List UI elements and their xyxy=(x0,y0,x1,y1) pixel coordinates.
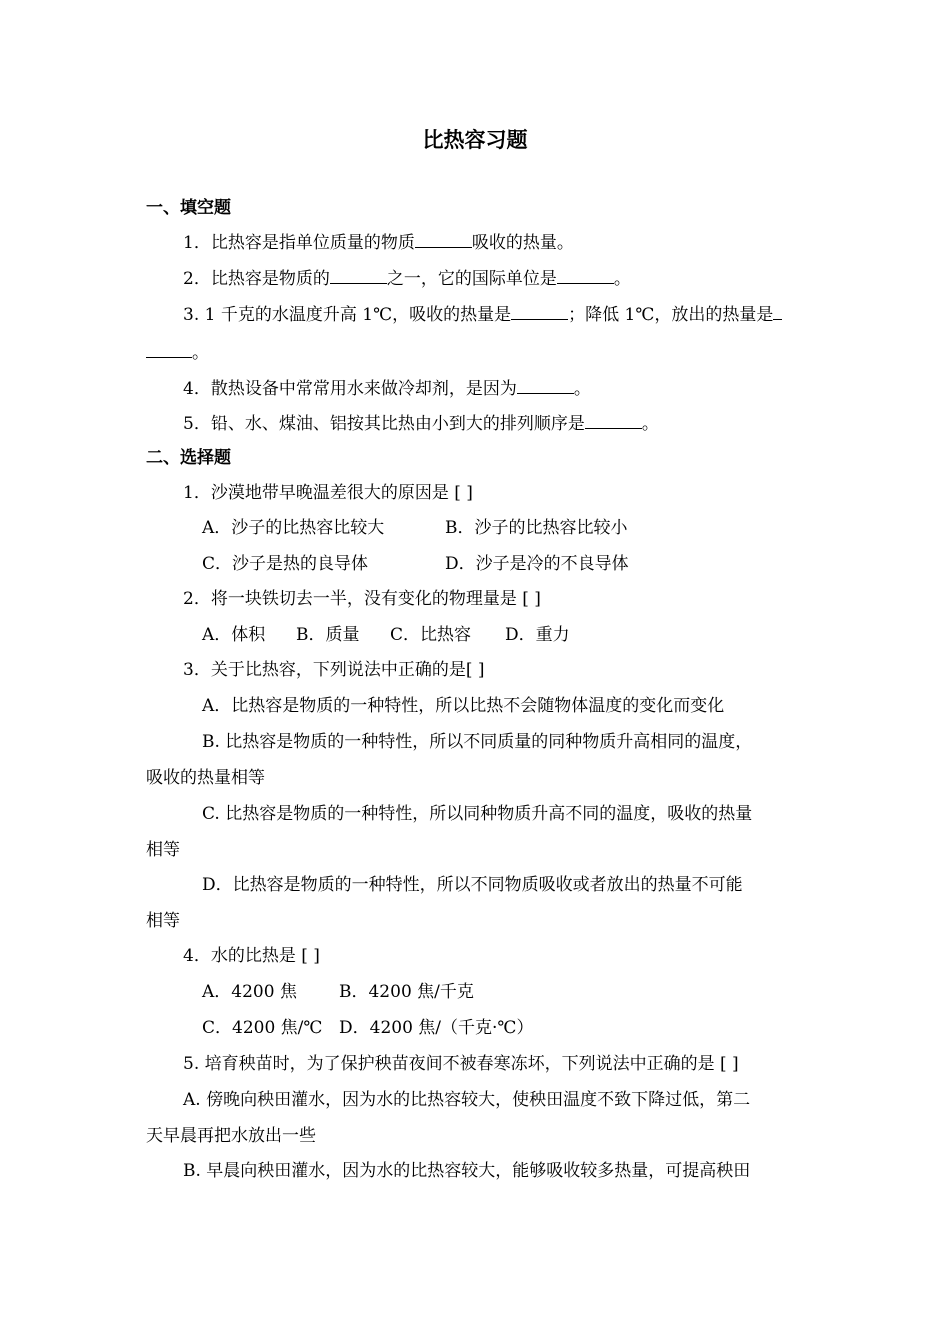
section-heading-fill-blank: 一、填空题 xyxy=(146,198,231,218)
answer-blank xyxy=(773,303,782,320)
question-text: 。 xyxy=(573,379,591,399)
fill-question-4 xyxy=(183,377,591,400)
question-text: 5．铅、水、煤油、铝按其比热由小到大的排列顺序是 xyxy=(183,414,585,434)
question-text: 吸收的热量。 xyxy=(471,233,574,253)
fill-question-5 xyxy=(183,412,659,435)
answer-blank xyxy=(557,267,614,284)
answer-blank xyxy=(330,267,387,284)
question-text: 。 xyxy=(641,414,659,434)
choice-option: B. 早晨向秧田灌水，因为水的比热容较大，能够吸收较多热量，可提高秧田 xyxy=(183,1161,751,1181)
choice-option-cont: 吸收的热量相等 xyxy=(146,768,265,788)
answer-blank xyxy=(585,412,642,429)
question-text: 。 xyxy=(613,269,631,289)
choice-option-cont: 相等 xyxy=(146,911,180,931)
choice-option: D．4200 焦/（千克·℃） xyxy=(339,1018,534,1038)
choice-option: A．体积 xyxy=(202,625,266,645)
fill-question-3-cont xyxy=(146,341,209,364)
choice-option: C．比热容 xyxy=(390,625,472,645)
fill-question-1 xyxy=(183,231,574,254)
choice-option: D．重力 xyxy=(505,625,570,645)
choice-option: A. 傍晚向秧田灌水，因为水的比热容较大，使秧田温度不致下降过低，第二 xyxy=(183,1090,751,1110)
fill-question-3 xyxy=(183,303,782,326)
answer-blank xyxy=(511,303,568,320)
question-text: 之一，它的国际单位是 xyxy=(386,269,557,289)
choice-option: C．4200 焦/℃ xyxy=(202,1018,323,1038)
question-text: 4．散热设备中常常用水来做冷却剂，是因为 xyxy=(183,379,517,399)
question-text: 1．比热容是指单位质量的物质 xyxy=(183,233,415,253)
choice-option: D．沙子是冷的不良导体 xyxy=(445,554,629,574)
fill-question-2 xyxy=(183,267,631,290)
choice-question-5: 5. 培育秧苗时，为了保护秧苗夜间不被春寒冻坏，下列说法中正确的是 [ ] xyxy=(183,1054,739,1074)
question-text: ；降低 1℃，放出的热量是 xyxy=(568,305,774,325)
choice-option: A．比热容是物质的一种特性，所以比热不会随物体温度的变化而变化 xyxy=(202,696,725,716)
answer-blank xyxy=(415,231,472,248)
choice-option: A．4200 焦 xyxy=(202,982,297,1002)
page-title: 比热容习题 xyxy=(422,127,528,152)
choice-option: B．4200 焦/千克 xyxy=(339,982,474,1002)
answer-blank xyxy=(517,377,574,394)
question-text: 。 xyxy=(192,343,209,363)
question-text: 2．比热容是物质的 xyxy=(183,269,330,289)
choice-question-1: 1．沙漠地带早晚温差很大的原因是 [ ] xyxy=(183,483,473,503)
choice-option: B. 比热容是物质的一种特性，所以不同质量的同种物质升高相同的温度， xyxy=(202,732,753,752)
choice-question-3: 3．关于比热容，下列说法中正确的是[ ] xyxy=(183,660,485,680)
choice-option: B．沙子的比热容比较小 xyxy=(445,518,628,538)
answer-blank xyxy=(146,341,192,358)
choice-option: C. 比热容是物质的一种特性，所以同种物质升高不同的温度，吸收的热量 xyxy=(202,804,753,824)
choice-option: C．沙子是热的良导体 xyxy=(202,554,369,574)
question-text: 3. 1 千克的水温度升高 1℃，吸收的热量是 xyxy=(183,305,512,325)
section-heading-choice: 二、选择题 xyxy=(146,448,231,468)
choice-option: D．比热容是物质的一种特性，所以不同物质吸收或者放出的热量不可能 xyxy=(202,875,743,895)
choice-option-cont: 天早晨再把水放出一些 xyxy=(146,1126,316,1146)
choice-option-cont: 相等 xyxy=(146,840,180,860)
choice-question-4: 4．水的比热是 [ ] xyxy=(183,946,320,966)
choice-question-2: 2．将一块铁切去一半，没有变化的物理量是 [ ] xyxy=(183,589,541,609)
choice-option: A．沙子的比热容比较大 xyxy=(202,518,385,538)
choice-option: B．质量 xyxy=(296,625,360,645)
